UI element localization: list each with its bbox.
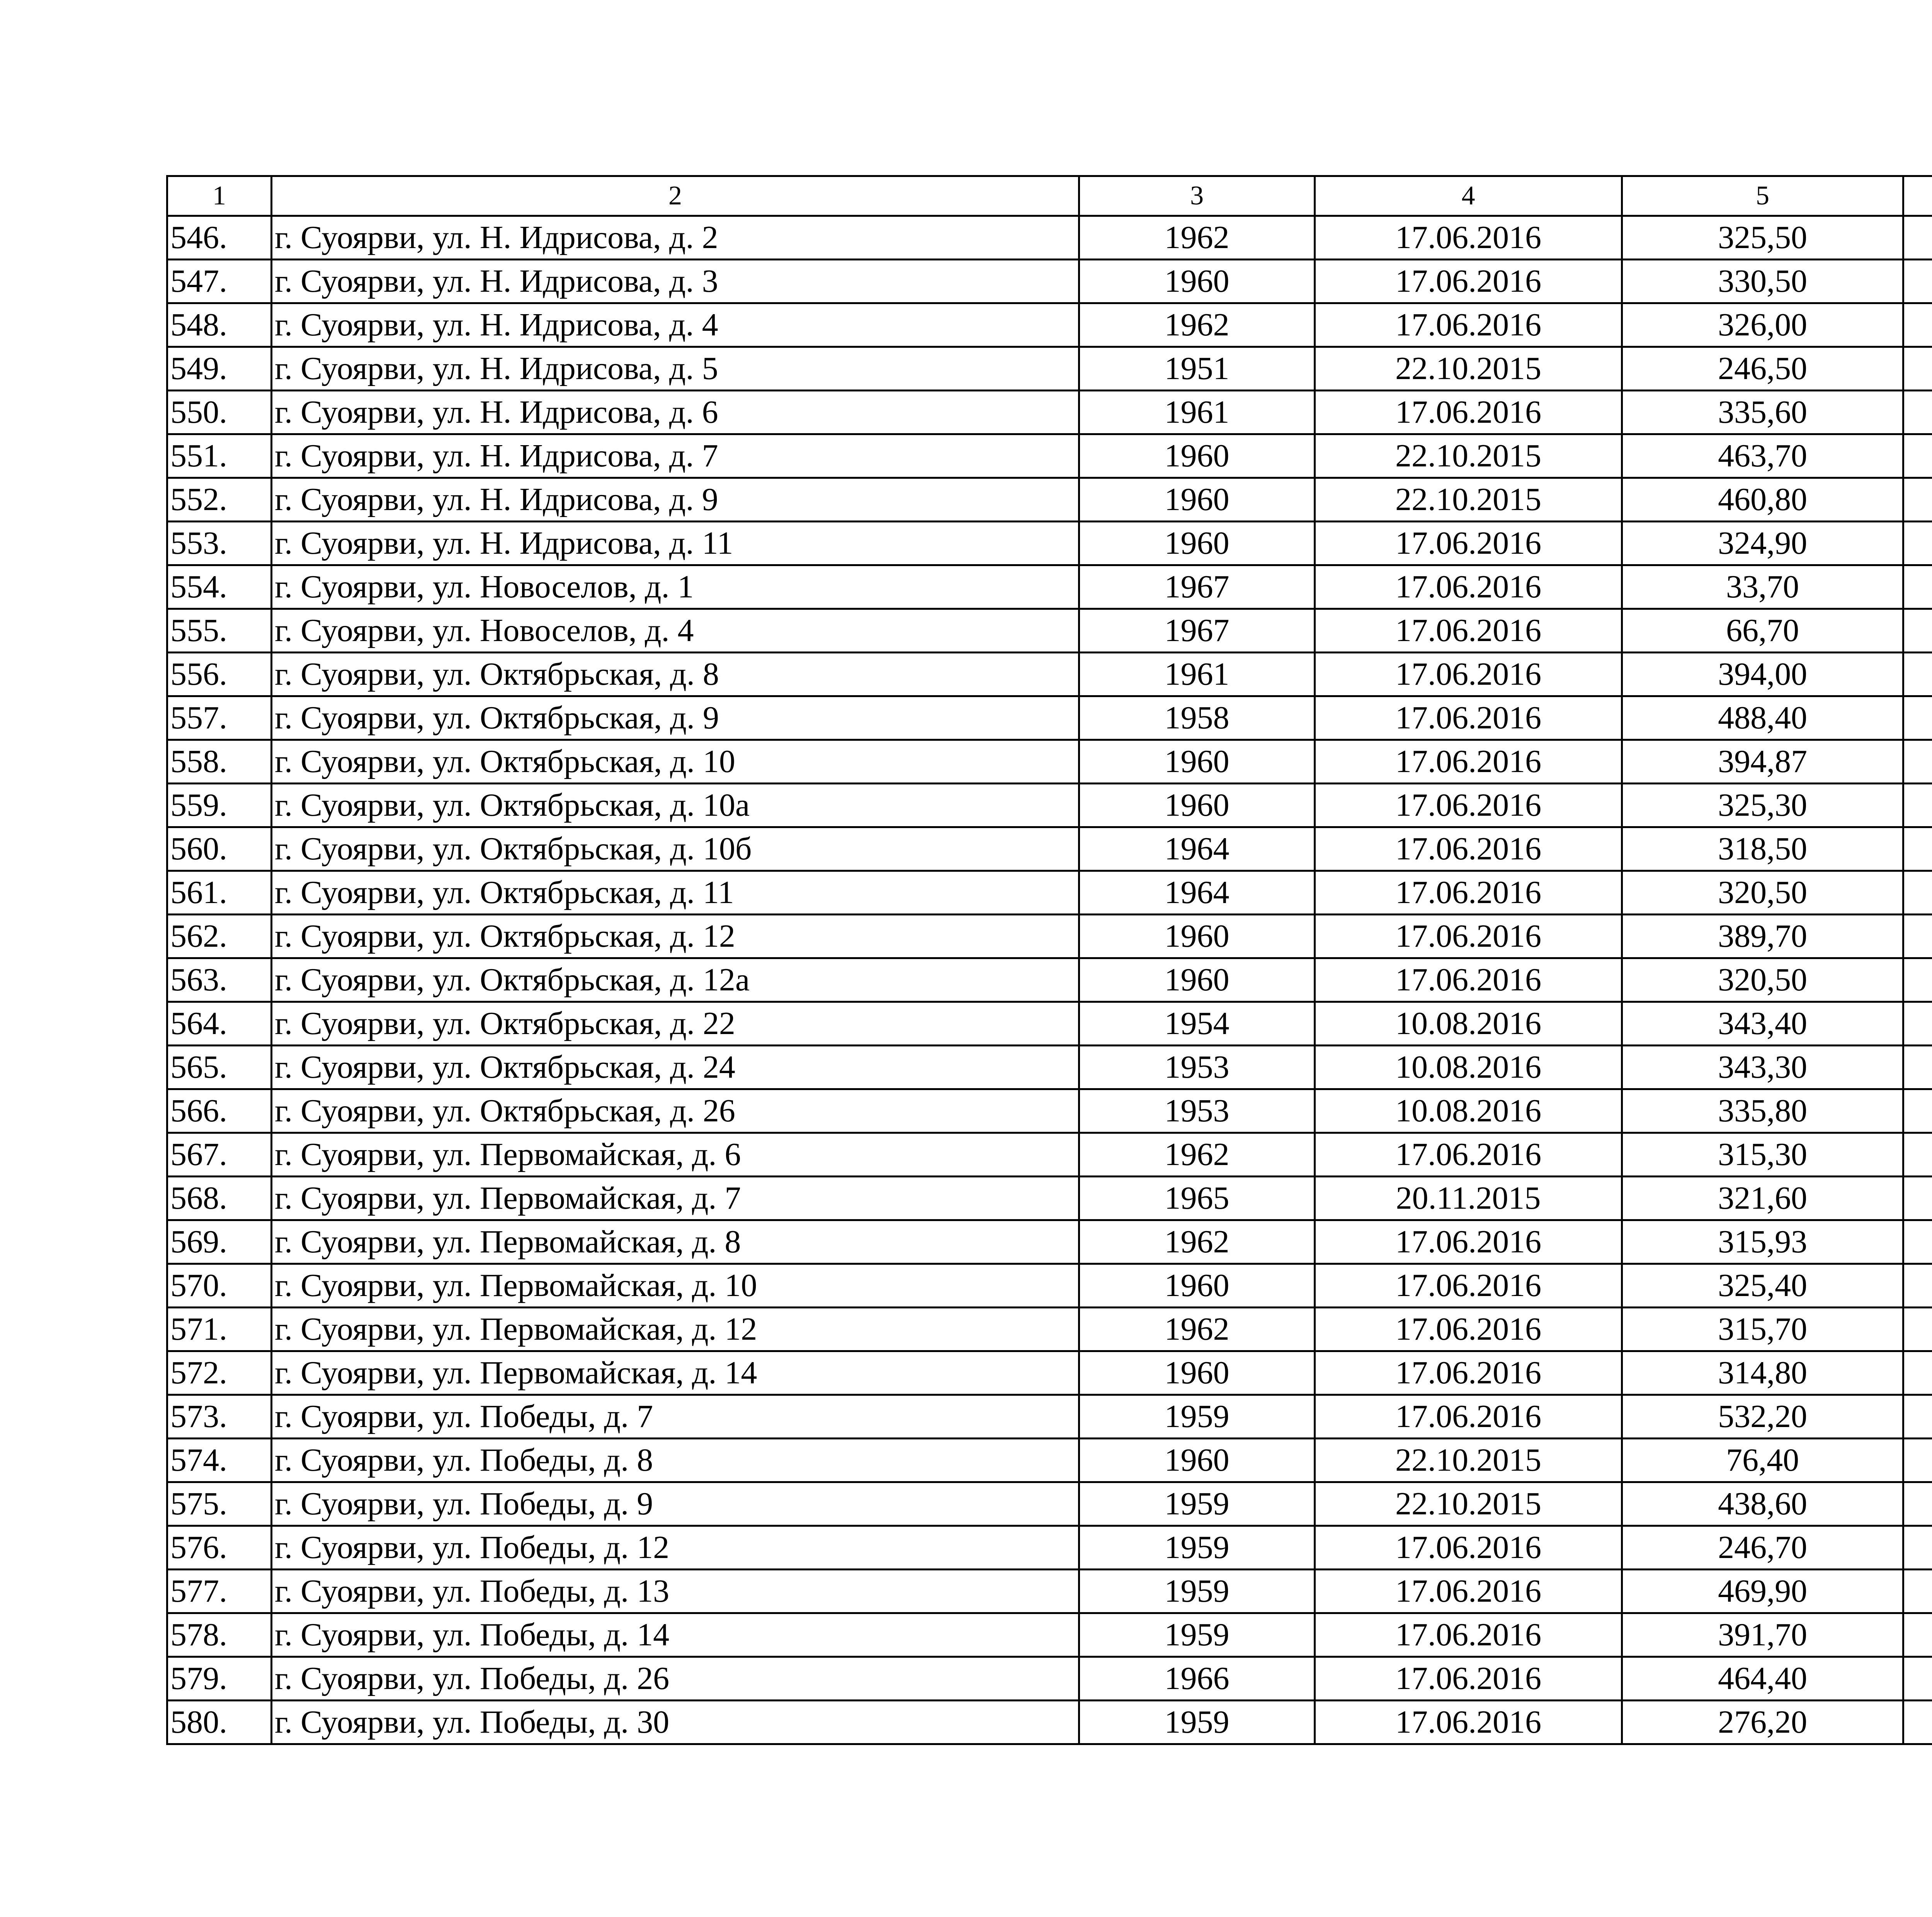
column-number: 2	[272, 176, 1079, 216]
year-cell: 1959	[1079, 1613, 1315, 1657]
area-cell: 335,80	[1622, 1089, 1903, 1133]
address-cell: г. Суоярви, ул. Октябрьская, д. 10а	[272, 784, 1079, 827]
area-cell: 315,70	[1622, 1308, 1903, 1351]
date-cell: 17.06.2016	[1315, 827, 1622, 871]
area-cell: 532,20	[1622, 1395, 1903, 1439]
count-cell	[1903, 1220, 1932, 1264]
address-cell: г. Суоярви, ул. Октябрьская, д. 11	[272, 871, 1079, 915]
row-number-cell: 567.	[167, 1133, 272, 1177]
column-number-row	[167, 176, 1932, 216]
address-cell: г. Суоярви, ул. Победы, д. 13	[272, 1570, 1079, 1613]
year-cell: 1960	[1079, 784, 1315, 827]
year-cell: 1951	[1079, 347, 1315, 391]
year-cell: 1959	[1079, 1570, 1315, 1613]
row-number-cell: 572.	[167, 1351, 272, 1395]
area-cell: 246,70	[1622, 1526, 1903, 1570]
address-cell: г. Суоярви, ул. Н. Идрисова, д. 3	[272, 260, 1079, 303]
row-number-cell: 562.	[167, 915, 272, 958]
address-cell: г. Суоярви, ул. Н. Идрисова, д. 7	[272, 434, 1079, 478]
date-cell: 10.08.2016	[1315, 1089, 1622, 1133]
year-cell: 1960	[1079, 260, 1315, 303]
table-row	[167, 958, 1932, 1002]
year-cell: 1960	[1079, 522, 1315, 565]
table-row	[167, 1133, 1932, 1177]
row-number-cell: 569.	[167, 1220, 272, 1264]
area-cell: 76,40	[1622, 1439, 1903, 1482]
address-cell: г. Суоярви, ул. Победы, д. 8	[272, 1439, 1079, 1482]
count-cell	[1903, 216, 1932, 260]
area-cell: 394,87	[1622, 740, 1903, 784]
area-cell: 325,30	[1622, 784, 1903, 827]
count-cell	[1903, 1395, 1932, 1439]
table-row	[167, 609, 1932, 653]
area-cell: 276,20	[1622, 1701, 1903, 1744]
area-cell: 325,40	[1622, 1264, 1903, 1308]
year-cell: 1954	[1079, 1002, 1315, 1046]
row-number-cell: 570.	[167, 1264, 272, 1308]
address-cell: г. Суоярви, ул. Новоселов, д. 4	[272, 609, 1079, 653]
table-row	[167, 1657, 1932, 1701]
year-cell: 1958	[1079, 696, 1315, 740]
count-cell	[1903, 696, 1932, 740]
count-cell	[1903, 1701, 1932, 1744]
row-number-cell: 555.	[167, 609, 272, 653]
address-cell: г. Суоярви, ул. Победы, д. 12	[272, 1526, 1079, 1570]
year-cell: 1953	[1079, 1089, 1315, 1133]
address-cell: г. Суоярви, ул. Первомайская, д. 7	[272, 1177, 1079, 1220]
address-cell: г. Суоярви, ул. Октябрьская, д. 12а	[272, 958, 1079, 1002]
date-cell: 17.06.2016	[1315, 1351, 1622, 1395]
table-row	[167, 478, 1932, 522]
table-row	[167, 696, 1932, 740]
year-cell: 1953	[1079, 1046, 1315, 1089]
table-row	[167, 347, 1932, 391]
year-cell: 1960	[1079, 1351, 1315, 1395]
area-cell: 320,50	[1622, 958, 1903, 1002]
table-row	[167, 1570, 1932, 1613]
area-cell: 460,80	[1622, 478, 1903, 522]
table-row	[167, 391, 1932, 434]
year-cell: 1967	[1079, 609, 1315, 653]
year-cell: 1960	[1079, 478, 1315, 522]
area-cell: 343,40	[1622, 1002, 1903, 1046]
row-number-cell: 568.	[167, 1177, 272, 1220]
table-row	[167, 216, 1932, 260]
row-number-cell: 552.	[167, 478, 272, 522]
table-row	[167, 1264, 1932, 1308]
column-number: 5	[1622, 176, 1903, 216]
year-cell: 1960	[1079, 958, 1315, 1002]
date-cell: 17.06.2016	[1315, 1657, 1622, 1701]
column-number	[1903, 176, 1932, 216]
area-cell: 335,60	[1622, 391, 1903, 434]
address-cell: г. Суоярви, ул. Октябрьская, д. 10б	[272, 827, 1079, 871]
year-cell: 1960	[1079, 915, 1315, 958]
year-cell: 1959	[1079, 1482, 1315, 1526]
table-row	[167, 303, 1932, 347]
row-number-cell: 559.	[167, 784, 272, 827]
table-row	[167, 260, 1932, 303]
table-row	[167, 784, 1932, 827]
date-cell: 17.06.2016	[1315, 740, 1622, 784]
count-cell	[1903, 958, 1932, 1002]
table-row	[167, 1002, 1932, 1046]
count-cell	[1903, 740, 1932, 784]
date-cell: 17.06.2016	[1315, 609, 1622, 653]
address-cell: г. Суоярви, ул. Н. Идрисова, д. 9	[272, 478, 1079, 522]
table-row	[167, 1701, 1932, 1744]
date-cell: 17.06.2016	[1315, 1395, 1622, 1439]
date-cell: 17.06.2016	[1315, 871, 1622, 915]
housing-table	[166, 175, 1932, 1745]
count-cell	[1903, 1439, 1932, 1482]
date-cell: 17.06.2016	[1315, 1308, 1622, 1351]
date-cell: 20.11.2015	[1315, 1177, 1622, 1220]
date-cell: 17.06.2016	[1315, 653, 1622, 696]
date-cell: 17.06.2016	[1315, 958, 1622, 1002]
area-cell: 394,00	[1622, 653, 1903, 696]
area-cell: 463,70	[1622, 434, 1903, 478]
year-cell: 1960	[1079, 434, 1315, 478]
area-cell: 33,70	[1622, 565, 1903, 609]
area-cell: 320,50	[1622, 871, 1903, 915]
date-cell: 22.10.2015	[1315, 478, 1622, 522]
table-body	[167, 216, 1932, 1744]
address-cell: г. Суоярви, ул. Н. Идрисова, д. 6	[272, 391, 1079, 434]
table-row	[167, 1089, 1932, 1133]
table-row	[167, 1613, 1932, 1657]
address-cell: г. Суоярви, ул. Победы, д. 26	[272, 1657, 1079, 1701]
count-cell	[1903, 1089, 1932, 1133]
date-cell: 17.06.2016	[1315, 1570, 1622, 1613]
row-number-cell: 553.	[167, 522, 272, 565]
count-cell	[1903, 1351, 1932, 1395]
address-cell: г. Суоярви, ул. Победы, д. 7	[272, 1395, 1079, 1439]
date-cell: 17.06.2016	[1315, 784, 1622, 827]
row-number-cell: 556.	[167, 653, 272, 696]
table-row	[167, 1439, 1932, 1482]
row-number-cell: 571.	[167, 1308, 272, 1351]
count-cell	[1903, 653, 1932, 696]
table-row	[167, 565, 1932, 609]
table-row	[167, 915, 1932, 958]
area-cell: 66,70	[1622, 609, 1903, 653]
date-cell: 17.06.2016	[1315, 1701, 1622, 1744]
date-cell: 17.06.2016	[1315, 303, 1622, 347]
year-cell: 1961	[1079, 653, 1315, 696]
count-cell	[1903, 1482, 1932, 1526]
area-cell: 488,40	[1622, 696, 1903, 740]
address-cell: г. Суоярви, ул. Н. Идрисова, д. 5	[272, 347, 1079, 391]
table-row	[167, 1046, 1932, 1089]
row-number-cell: 575.	[167, 1482, 272, 1526]
address-cell: г. Суоярви, ул. Октябрьская, д. 24	[272, 1046, 1079, 1089]
area-cell: 324,90	[1622, 522, 1903, 565]
date-cell: 22.10.2015	[1315, 1439, 1622, 1482]
year-cell: 1960	[1079, 740, 1315, 784]
count-cell	[1903, 1177, 1932, 1220]
count-cell	[1903, 478, 1932, 522]
area-cell: 469,90	[1622, 1570, 1903, 1613]
year-cell: 1959	[1079, 1395, 1315, 1439]
year-cell: 1962	[1079, 1308, 1315, 1351]
area-cell: 246,50	[1622, 347, 1903, 391]
row-number-cell: 576.	[167, 1526, 272, 1570]
area-cell: 314,80	[1622, 1351, 1903, 1395]
area-cell: 464,40	[1622, 1657, 1903, 1701]
year-cell: 1959	[1079, 1701, 1315, 1744]
address-cell: г. Суоярви, ул. Октябрьская, д. 22	[272, 1002, 1079, 1046]
row-number-cell: 580.	[167, 1701, 272, 1744]
date-cell: 17.06.2016	[1315, 565, 1622, 609]
address-cell: г. Суоярви, ул. Первомайская, д. 14	[272, 1351, 1079, 1395]
count-cell	[1903, 871, 1932, 915]
address-cell: г. Суоярви, ул. Октябрьская, д. 9	[272, 696, 1079, 740]
row-number-cell: 578.	[167, 1613, 272, 1657]
count-cell	[1903, 260, 1932, 303]
date-cell: 17.06.2016	[1315, 1133, 1622, 1177]
year-cell: 1966	[1079, 1657, 1315, 1701]
count-cell	[1903, 303, 1932, 347]
column-number: 3	[1079, 176, 1315, 216]
address-cell: г. Суоярви, ул. Октябрьская, д. 8	[272, 653, 1079, 696]
table-row	[167, 1526, 1932, 1570]
date-cell: 17.06.2016	[1315, 391, 1622, 434]
count-cell	[1903, 1570, 1932, 1613]
row-number-cell: 550.	[167, 391, 272, 434]
count-cell	[1903, 1046, 1932, 1089]
date-cell: 17.06.2016	[1315, 260, 1622, 303]
table-row	[167, 827, 1932, 871]
address-cell: г. Суоярви, ул. Первомайская, д. 12	[272, 1308, 1079, 1351]
table-row	[167, 1482, 1932, 1526]
area-cell: 391,70	[1622, 1613, 1903, 1657]
address-cell: г. Суоярви, ул. Новоселов, д. 1	[272, 565, 1079, 609]
table-row	[167, 1220, 1932, 1264]
row-number-cell: 561.	[167, 871, 272, 915]
row-number-cell: 548.	[167, 303, 272, 347]
area-cell: 326,00	[1622, 303, 1903, 347]
area-cell: 325,50	[1622, 216, 1903, 260]
row-number-cell: 549.	[167, 347, 272, 391]
date-cell: 10.08.2016	[1315, 1002, 1622, 1046]
date-cell: 17.06.2016	[1315, 1613, 1622, 1657]
address-cell: г. Суоярви, ул. Победы, д. 14	[272, 1613, 1079, 1657]
address-cell: г. Суоярви, ул. Октябрьская, д. 26	[272, 1089, 1079, 1133]
address-cell: г. Суоярви, ул. Н. Идрисова, д. 2	[272, 216, 1079, 260]
date-cell: 17.06.2016	[1315, 1264, 1622, 1308]
year-cell: 1962	[1079, 303, 1315, 347]
table-row	[167, 522, 1932, 565]
count-cell	[1903, 1264, 1932, 1308]
address-cell: г. Суоярви, ул. Победы, д. 9	[272, 1482, 1079, 1526]
table-row	[167, 1308, 1932, 1351]
date-cell: 17.06.2016	[1315, 915, 1622, 958]
year-cell: 1965	[1079, 1177, 1315, 1220]
year-cell: 1961	[1079, 391, 1315, 434]
row-number-cell: 554.	[167, 565, 272, 609]
count-cell	[1903, 391, 1932, 434]
address-cell: г. Суоярви, ул. Первомайская, д. 6	[272, 1133, 1079, 1177]
table-row	[167, 434, 1932, 478]
column-number: 1	[167, 176, 272, 216]
area-cell: 315,30	[1622, 1133, 1903, 1177]
address-cell: г. Суоярви, ул. Первомайская, д. 10	[272, 1264, 1079, 1308]
table-row	[167, 1351, 1932, 1395]
count-cell	[1903, 1308, 1932, 1351]
year-cell: 1964	[1079, 827, 1315, 871]
address-cell: г. Суоярви, ул. Н. Идрисова, д. 4	[272, 303, 1079, 347]
row-number-cell: 573.	[167, 1395, 272, 1439]
table-row	[167, 1395, 1932, 1439]
row-number-cell: 566.	[167, 1089, 272, 1133]
count-cell	[1903, 1133, 1932, 1177]
area-cell: 321,60	[1622, 1177, 1903, 1220]
address-cell: г. Суоярви, ул. Первомайская, д. 8	[272, 1220, 1079, 1264]
row-number-cell: 546.	[167, 216, 272, 260]
date-cell: 10.08.2016	[1315, 1046, 1622, 1089]
row-number-cell: 560.	[167, 827, 272, 871]
address-cell: г. Суоярви, ул. Октябрьская, д. 12	[272, 915, 1079, 958]
area-cell: 330,50	[1622, 260, 1903, 303]
year-cell: 1960	[1079, 1264, 1315, 1308]
date-cell: 17.06.2016	[1315, 1526, 1622, 1570]
date-cell: 22.10.2015	[1315, 347, 1622, 391]
area-cell: 438,60	[1622, 1482, 1903, 1526]
column-number: 4	[1315, 176, 1622, 216]
address-cell: г. Суоярви, ул. Октябрьская, д. 10	[272, 740, 1079, 784]
year-cell: 1959	[1079, 1526, 1315, 1570]
row-number-cell: 574.	[167, 1439, 272, 1482]
table-row	[167, 740, 1932, 784]
table-row	[167, 871, 1932, 915]
area-cell: 315,93	[1622, 1220, 1903, 1264]
row-number-cell: 558.	[167, 740, 272, 784]
area-cell: 343,30	[1622, 1046, 1903, 1089]
row-number-cell: 577.	[167, 1570, 272, 1613]
row-number-cell: 565.	[167, 1046, 272, 1089]
date-cell: 22.10.2015	[1315, 1482, 1622, 1526]
count-cell	[1903, 1657, 1932, 1701]
area-cell: 389,70	[1622, 915, 1903, 958]
year-cell: 1962	[1079, 1133, 1315, 1177]
year-cell: 1960	[1079, 1439, 1315, 1482]
count-cell	[1903, 915, 1932, 958]
count-cell	[1903, 1526, 1932, 1570]
year-cell: 1962	[1079, 1220, 1315, 1264]
date-cell: 17.06.2016	[1315, 1220, 1622, 1264]
table-row	[167, 1177, 1932, 1220]
row-number-cell: 579.	[167, 1657, 272, 1701]
count-cell	[1903, 1613, 1932, 1657]
year-cell: 1967	[1079, 565, 1315, 609]
count-cell	[1903, 784, 1932, 827]
count-cell	[1903, 1002, 1932, 1046]
row-number-cell: 547.	[167, 260, 272, 303]
row-number-cell: 563.	[167, 958, 272, 1002]
date-cell: 17.06.2016	[1315, 216, 1622, 260]
year-cell: 1964	[1079, 871, 1315, 915]
count-cell	[1903, 827, 1932, 871]
year-cell: 1962	[1079, 216, 1315, 260]
table-row	[167, 653, 1932, 696]
date-cell: 17.06.2016	[1315, 522, 1622, 565]
address-cell: г. Суоярви, ул. Н. Идрисова, д. 11	[272, 522, 1079, 565]
date-cell: 22.10.2015	[1315, 434, 1622, 478]
row-number-cell: 564.	[167, 1002, 272, 1046]
address-cell: г. Суоярви, ул. Победы, д. 30	[272, 1701, 1079, 1744]
count-cell	[1903, 565, 1932, 609]
date-cell: 17.06.2016	[1315, 696, 1622, 740]
count-cell	[1903, 347, 1932, 391]
row-number-cell: 557.	[167, 696, 272, 740]
area-cell: 318,50	[1622, 827, 1903, 871]
count-cell	[1903, 609, 1932, 653]
count-cell	[1903, 434, 1932, 478]
count-cell	[1903, 522, 1932, 565]
row-number-cell: 551.	[167, 434, 272, 478]
